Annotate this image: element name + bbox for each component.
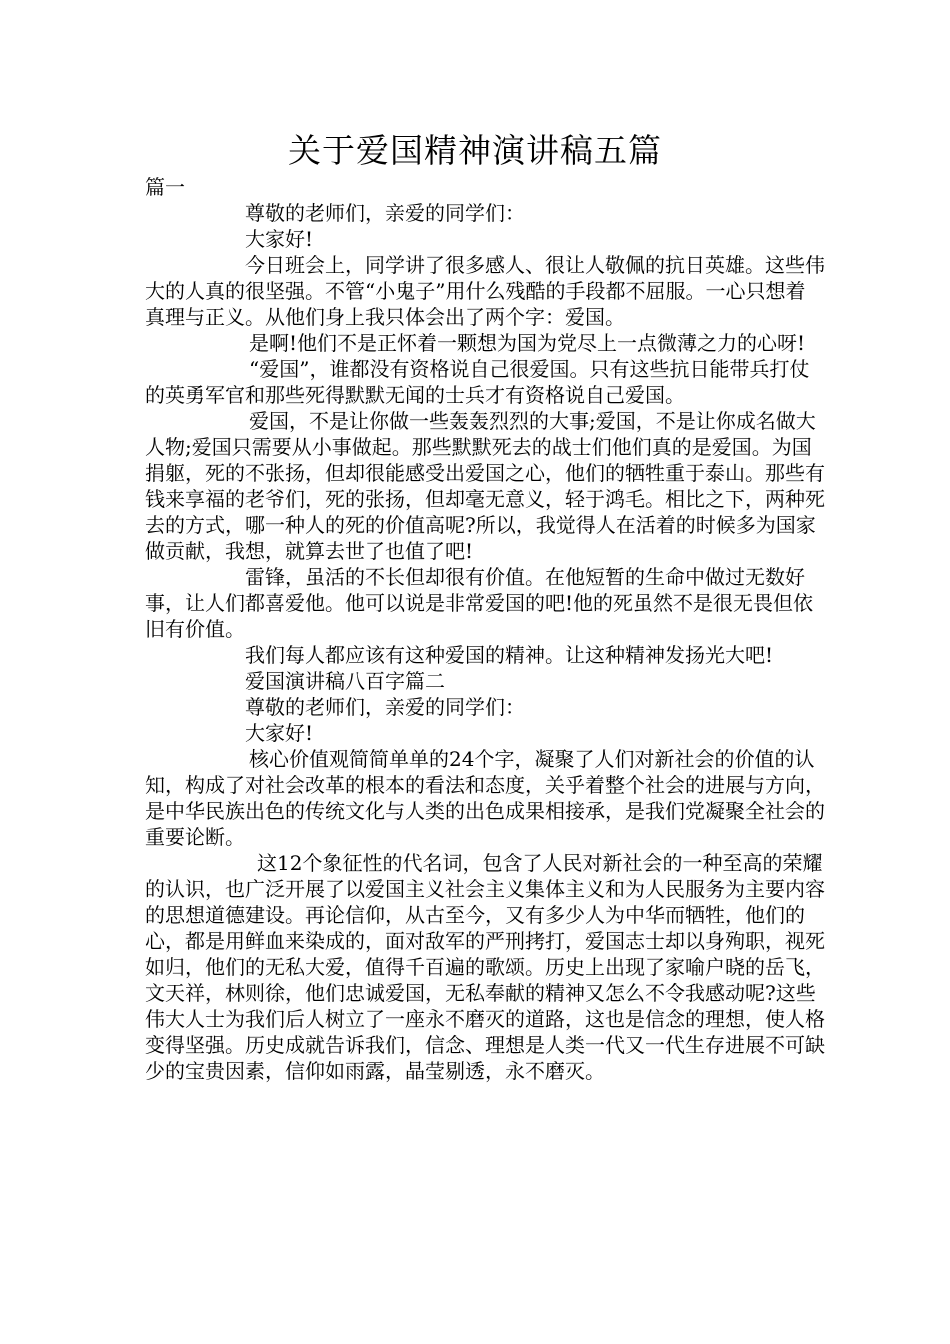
body-paragraph: 核心价值观简简单单的24个字，凝聚了人们对新社会的价值的认知，构成了对社会改革的根本的看法和态度，关乎着整个社会的进展与方向，是中华民族出色的传统文化与人类的出色成果相接承，是我们党凝聚全社会的重要论断。 bbox=[145, 747, 825, 849]
section-heading-1: 篇一 bbox=[145, 175, 185, 199]
document-body bbox=[145, 174, 825, 1084]
body-paragraph: 这12个象征性的代名词，包含了人民对新社会的一种至高的荣耀的认识，也广泛开展了以爱国主义社会主义集体主义和为人民服务为主要内容的思想道德建设。再论信仰，从古至今，又有多少人为中华而牺牲，他们的心，都是用鲜血来染成的，面对敌军的严刑拷打，爱国志士却以身殉职，视死如归，他们的无私大爱，值得千百遍的歌颂。历史上出现了家喻户晓的岳飞，文天祥，林则徐，他们忠诚爱国，无私奉献的精神又怎么不令我感动呢?这些伟大人士为我们后人树立了一座永不磨灭的道路，这也是信念的理想，使人格变得坚强。历史成就告诉我们，信念、理想是人类一代又一代生存进展不可缺少的宝贵因素，信仰如雨露，晶莹剔透，永不磨灭。 bbox=[145, 851, 825, 1083]
greeting: 大家好! bbox=[245, 227, 314, 251]
document-title: 关于爱国精神演讲稿五篇 bbox=[288, 131, 662, 170]
salutation: 尊敬的老师们，亲爱的同学们： bbox=[245, 695, 525, 719]
body-paragraph: 爱国，不是让你做一些轰轰烈烈的大事;爱国，不是让你成名做大人物;爱国只需要从小事做起。那些默默死去的战士们他们真的是爱国。为国捐躯，死的不张扬，但却很能感受出爱国之心，他们的牺牲重于泰山。那些有钱来享福的老爷们，死的张扬，但却毫无意义，轻于鸿毛。相比之下，两种死去的方式，哪一种人的死的价值高呢?所以，我觉得人在活着的时候多为国家做贡献，我想，就算去世了也值了吧! bbox=[145, 409, 825, 563]
section-heading-2: 爱国演讲稿八百字篇二 bbox=[245, 669, 445, 693]
body-paragraph: 是啊!他们不是正怀着一颗想为国为党尽上一点微薄之力的心呀! bbox=[249, 331, 806, 355]
greeting: 大家好! bbox=[245, 721, 314, 745]
body-paragraph: 我们每人都应该有这种爱国的精神。让这种精神发扬光大吧! bbox=[245, 643, 774, 667]
salutation: 尊敬的老师们，亲爱的同学们： bbox=[245, 201, 525, 225]
body-paragraph: 雷锋，虽活的不长但却很有价值。在他短暂的生命中做过无数好事，让人们都喜爱他。他可以说是非常爱国的吧!他的死虽然不是很无畏但依旧有价值。 bbox=[145, 565, 814, 641]
body-paragraph: “爱国”，谁都没有资格说自己很爱国。只有这些抗日能带兵打仗的英勇军官和那些死得默默无闻的士兵才有资格说自己爱国。 bbox=[145, 357, 810, 407]
body-paragraph: 今日班会上，同学讲了很多感人、很让人敬佩的抗日英雄。这些伟大的人真的很坚强。不管“小鬼子”用什么残酷的手段都不屈服。一心只想着真理与正义。从他们身上我只体会出了两个字：爱国。 bbox=[145, 253, 825, 329]
